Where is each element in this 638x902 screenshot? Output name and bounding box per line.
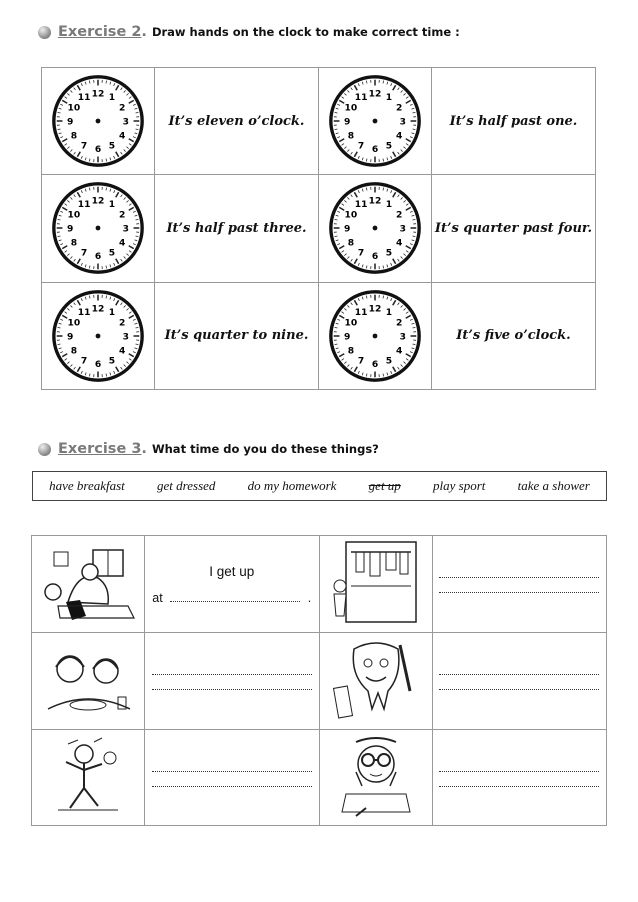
picture-cell (32, 730, 145, 826)
clock-number: 6 (94, 145, 102, 156)
word-bank-item: play sport (433, 478, 486, 493)
clock-number: 5 (385, 141, 393, 152)
clock-number: 11 (77, 93, 91, 104)
word-bank-item: take a shower (517, 478, 590, 493)
exercise-dot: . (141, 24, 147, 40)
getting-dressed-illustration (326, 538, 426, 626)
exercise-2-heading (38, 24, 460, 40)
brushing-teeth-illustration (326, 635, 426, 723)
clock-number: 7 (80, 248, 88, 259)
clock-number: 10 (344, 103, 358, 114)
clock-number: 2 (118, 210, 126, 221)
answer-line[interactable] (439, 575, 599, 578)
clock-number: 11 (354, 200, 368, 211)
clock-number: 7 (357, 141, 365, 152)
clock-number: 11 (354, 308, 368, 319)
clock-number: 2 (395, 210, 403, 221)
exercise-3-heading (38, 441, 379, 457)
clock-number: 5 (385, 356, 393, 367)
example-sentence: I get up (209, 563, 255, 579)
answer-line[interactable] (152, 784, 312, 787)
clock-number: 6 (371, 360, 379, 371)
having-breakfast-illustration (38, 639, 138, 719)
exercise-number: Exercise 3 (58, 441, 142, 457)
clock-cell[interactable] (42, 175, 155, 282)
clock-number: 8 (70, 238, 78, 249)
example-period: . (307, 590, 312, 605)
time-sentence: It’s quarter to nine. (155, 282, 319, 389)
answer-line[interactable] (439, 590, 599, 593)
doing-homework-illustration (326, 732, 426, 820)
answer-cell[interactable] (432, 730, 607, 826)
clock-number: 7 (80, 141, 88, 152)
clock-number: 5 (385, 248, 393, 259)
answer-cell[interactable] (145, 730, 320, 826)
clock-number: 10 (67, 103, 81, 114)
clock-center-dot (373, 119, 378, 124)
clock-number: 12 (368, 304, 382, 315)
playing-sport-illustration (38, 736, 138, 816)
clock-center-dot (96, 226, 101, 231)
picture-cell (319, 536, 432, 633)
clock-center-dot (96, 333, 101, 338)
picture-cell (32, 633, 145, 730)
clock-number: 2 (395, 103, 403, 114)
clock-number: 5 (108, 356, 116, 367)
answer-line[interactable] (439, 687, 599, 690)
clock-center-dot (373, 226, 378, 231)
clock-number: 4 (118, 346, 126, 357)
answer-cell[interactable] (432, 536, 607, 633)
clock-number: 11 (77, 308, 91, 319)
answer-line[interactable] (170, 601, 300, 602)
clock-number: 12 (91, 197, 105, 208)
clock-number: 8 (70, 131, 78, 142)
answer-cell[interactable] (145, 633, 320, 730)
clock-number: 8 (347, 346, 355, 357)
clock-number: 11 (77, 200, 91, 211)
clock-number: 9 (66, 224, 74, 235)
clock-number: 4 (395, 346, 403, 357)
clock-number: 5 (108, 248, 116, 259)
clock-number: 4 (118, 131, 126, 142)
clock-number: 2 (118, 318, 126, 329)
time-sentence: It’s eleven o’clock. (155, 68, 319, 175)
clock-number: 9 (343, 117, 351, 128)
clock-number: 3 (399, 332, 407, 343)
clock-exercise-table (41, 67, 596, 390)
exercise-instruction: Draw hands on the clock to make correct time : (151, 25, 460, 39)
clock-face-icon[interactable] (319, 73, 431, 169)
answer-line[interactable] (152, 769, 312, 772)
clock-number: 1 (108, 308, 116, 319)
clock-number: 12 (91, 304, 105, 315)
clock-number: 12 (368, 89, 382, 100)
clock-number: 6 (94, 360, 102, 371)
exercise-number: Exercise 2 (58, 24, 142, 40)
answer-line[interactable] (439, 769, 599, 772)
clock-number: 6 (94, 252, 102, 263)
clock-number: 9 (343, 332, 351, 343)
clock-cell[interactable] (319, 282, 432, 389)
answer-cell[interactable] (145, 536, 320, 633)
clock-number: 1 (108, 93, 116, 104)
clock-face-icon[interactable] (42, 73, 154, 169)
clock-number: 1 (385, 308, 393, 319)
time-sentence: It’s five o’clock. (432, 282, 596, 389)
answer-line[interactable] (152, 672, 312, 675)
clock-cell[interactable] (42, 282, 155, 389)
clock-number: 10 (344, 210, 358, 221)
clock-number: 4 (395, 131, 403, 142)
clock-number: 8 (70, 346, 78, 357)
clock-number: 2 (395, 318, 403, 329)
clock-cell[interactable] (319, 68, 432, 175)
clock-face-icon[interactable] (319, 180, 431, 276)
clock-number: 4 (118, 238, 126, 249)
bullet-icon (38, 26, 51, 39)
clock-number: 3 (399, 117, 407, 128)
clock-cell[interactable] (319, 175, 432, 282)
word-bank-item: get dressed (157, 478, 216, 493)
time-sentence: It’s half past one. (432, 68, 596, 175)
clock-number: 10 (344, 318, 358, 329)
word-bank (32, 471, 607, 501)
clock-number: 3 (122, 224, 130, 235)
answer-line[interactable] (439, 784, 599, 787)
clock-number: 1 (108, 200, 116, 211)
exercise-instruction: What time do you do these things? (151, 442, 379, 456)
waking-up-illustration (38, 542, 138, 622)
picture-cell (32, 536, 145, 633)
activity-table (31, 535, 607, 826)
clock-number: 9 (66, 117, 74, 128)
clock-cell[interactable] (42, 68, 155, 175)
clock-number: 6 (371, 145, 379, 156)
picture-cell (319, 633, 432, 730)
clock-number: 3 (122, 117, 130, 128)
clock-face-icon[interactable] (319, 288, 431, 384)
clock-number: 7 (357, 248, 365, 259)
clock-number: 3 (122, 332, 130, 343)
clock-number: 7 (80, 356, 88, 367)
clock-number: 12 (91, 89, 105, 100)
clock-number: 6 (371, 252, 379, 263)
word-bank-item-used: get up (368, 478, 401, 493)
time-sentence: It’s half past three. (155, 175, 319, 282)
time-sentence: It’s quarter past four. (432, 175, 596, 282)
clock-face-icon[interactable] (42, 288, 154, 384)
answer-line[interactable] (152, 687, 312, 690)
clock-number: 4 (395, 238, 403, 249)
answer-cell[interactable] (432, 633, 607, 730)
clock-number: 10 (67, 210, 81, 221)
clock-face-icon[interactable] (42, 180, 154, 276)
clock-number: 8 (347, 131, 355, 142)
picture-cell (319, 730, 432, 826)
clock-center-dot (96, 119, 101, 124)
clock-number: 12 (368, 197, 382, 208)
clock-number: 1 (385, 93, 393, 104)
word-bank-item: do my homework (247, 478, 337, 493)
clock-number: 8 (347, 238, 355, 249)
clock-number: 1 (385, 200, 393, 211)
bullet-icon (38, 443, 51, 456)
clock-center-dot (373, 333, 378, 338)
clock-number: 2 (118, 103, 126, 114)
word-bank-item: have breakfast (49, 478, 125, 493)
answer-line[interactable] (439, 672, 599, 675)
clock-number: 7 (357, 356, 365, 367)
clock-number: 5 (108, 141, 116, 152)
clock-number: 3 (399, 224, 407, 235)
clock-number: 10 (67, 318, 81, 329)
clock-number: 9 (343, 224, 351, 235)
example-at: at (152, 590, 163, 605)
exercise-dot: . (141, 441, 147, 457)
clock-number: 11 (354, 93, 368, 104)
clock-number: 9 (66, 332, 74, 343)
